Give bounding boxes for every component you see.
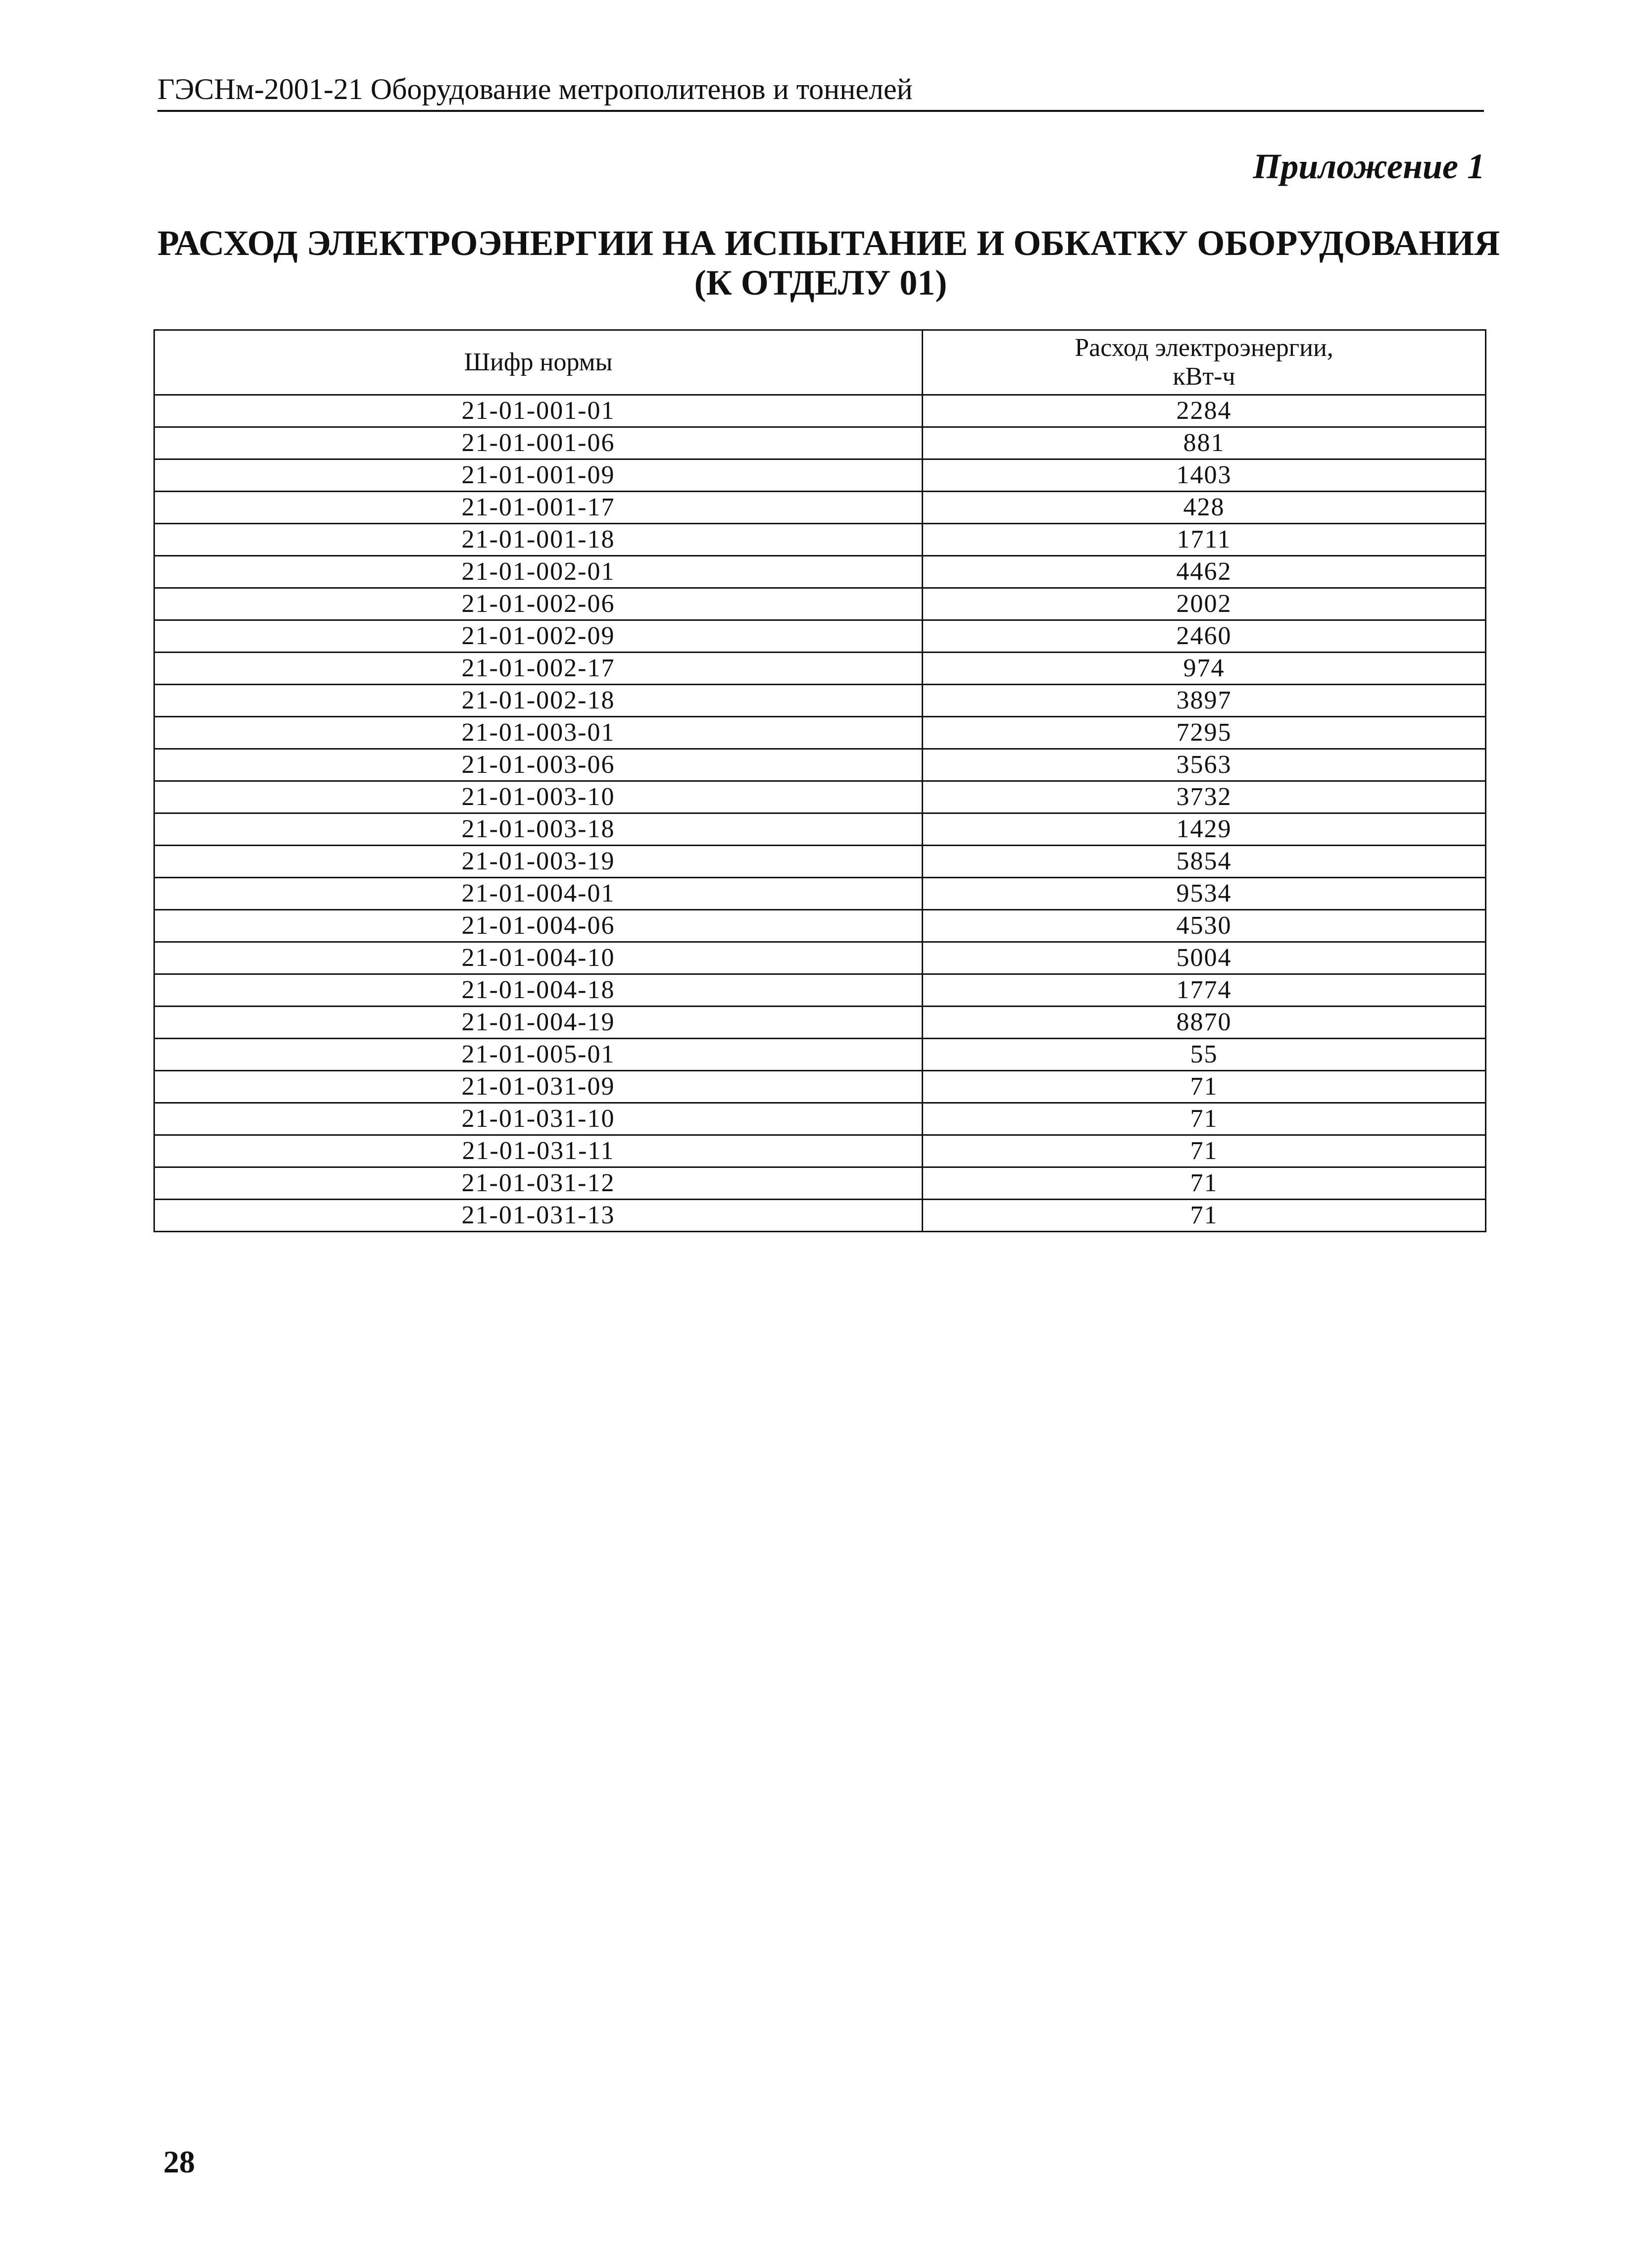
norm-code-cell: 21-01-001-17 — [154, 492, 923, 524]
page-title-line1: РАСХОД ЭЛЕКТРОЭНЕРГИИ НА ИСПЫТАНИЕ И ОБКАТКУ ОБОРУДОВАНИЯ — [157, 223, 1500, 263]
consumption-value-cell: 1774 — [923, 974, 1486, 1007]
norm-code-cell: 21-01-004-01 — [154, 878, 923, 910]
table-row — [154, 878, 1486, 910]
norm-code-cell: 21-01-002-09 — [154, 620, 923, 653]
consumption-value-cell: 3563 — [923, 749, 1486, 781]
consumption-value-cell: 4530 — [923, 910, 1486, 942]
norm-code-cell: 21-01-005-01 — [154, 1039, 923, 1071]
consumption-value-cell: 55 — [923, 1039, 1486, 1071]
table-row — [154, 1071, 1486, 1103]
norm-code-cell: 21-01-031-12 — [154, 1167, 923, 1200]
consumption-value-cell: 9534 — [923, 878, 1486, 910]
consumption-value-cell: 428 — [923, 492, 1486, 524]
page-title-line2: (К ОТДЕЛУ 01) — [694, 263, 947, 302]
table-row — [154, 395, 1486, 427]
column-header-consumption-text: Расход электроэнергии, — [1075, 334, 1333, 362]
consumption-value-cell: 71 — [923, 1167, 1486, 1200]
table-row — [154, 910, 1486, 942]
norm-code-cell: 21-01-004-18 — [154, 974, 923, 1007]
consumption-value-cell: 71 — [923, 1135, 1486, 1167]
norm-code-cell: 21-01-031-11 — [154, 1135, 923, 1167]
consumption-value-cell: 3732 — [923, 781, 1486, 813]
table-row — [154, 620, 1486, 653]
table-row — [154, 588, 1486, 620]
column-header-code — [154, 330, 923, 395]
norm-code-cell: 21-01-004-19 — [154, 1007, 923, 1039]
consumption-value-cell: 974 — [923, 653, 1486, 685]
norm-code-cell: 21-01-002-18 — [154, 685, 923, 717]
consumption-value-cell: 881 — [923, 427, 1486, 459]
consumption-value-cell: 8870 — [923, 1007, 1486, 1039]
table-row — [154, 524, 1486, 556]
consumption-value-cell: 2002 — [923, 588, 1486, 620]
table-row — [154, 427, 1486, 459]
consumption-value-cell: 4462 — [923, 556, 1486, 588]
consumption-value-cell: 71 — [923, 1103, 1486, 1135]
norm-code-cell: 21-01-003-18 — [154, 813, 923, 846]
table-row — [154, 1200, 1486, 1232]
table-row — [154, 653, 1486, 685]
consumption-value-cell: 5004 — [923, 942, 1486, 974]
norm-code-cell: 21-01-004-06 — [154, 910, 923, 942]
consumption-value-cell: 2284 — [923, 395, 1486, 427]
consumption-value-cell: 1403 — [923, 459, 1486, 492]
running-header: ГЭСНм-2001-21 Оборудование метрополитенов и тоннелей — [157, 73, 913, 105]
table-row — [154, 974, 1486, 1007]
norm-code-cell: 21-01-004-10 — [154, 942, 923, 974]
table-body — [154, 395, 1486, 1232]
norm-code-cell: 21-01-003-10 — [154, 781, 923, 813]
table-row — [154, 1039, 1486, 1071]
column-header-consumption-unit: кВт-ч — [1173, 362, 1235, 391]
consumption-value-cell: 2460 — [923, 620, 1486, 653]
consumption-value-cell: 1429 — [923, 813, 1486, 846]
table-row — [154, 717, 1486, 749]
column-header-code-text: Шифр нормы — [464, 348, 613, 376]
consumption-value-cell: 71 — [923, 1200, 1486, 1232]
table-row — [154, 1007, 1486, 1039]
table-row — [154, 749, 1486, 781]
table-row — [154, 492, 1486, 524]
table-row — [154, 685, 1486, 717]
table-row — [154, 556, 1486, 588]
consumption-value-cell: 5854 — [923, 846, 1486, 878]
table-row — [154, 846, 1486, 878]
norm-code-cell: 21-01-001-06 — [154, 427, 923, 459]
header-rule — [157, 110, 1484, 112]
norm-code-cell: 21-01-031-09 — [154, 1071, 923, 1103]
norm-code-cell: 21-01-031-10 — [154, 1103, 923, 1135]
norm-code-cell: 21-01-003-06 — [154, 749, 923, 781]
table-row — [154, 813, 1486, 846]
appendix-label: Приложение 1 — [1253, 147, 1485, 186]
table-row — [154, 781, 1486, 813]
norm-code-cell: 21-01-002-06 — [154, 588, 923, 620]
table-row — [154, 459, 1486, 492]
norm-code-cell: 21-01-001-01 — [154, 395, 923, 427]
table-row — [154, 1167, 1486, 1200]
consumption-value-cell: 3897 — [923, 685, 1486, 717]
norm-code-cell: 21-01-002-17 — [154, 653, 923, 685]
norm-code-cell: 21-01-001-09 — [154, 459, 923, 492]
consumption-value-cell: 7295 — [923, 717, 1486, 749]
norms-table — [153, 329, 1486, 1232]
table-header-row — [154, 330, 1486, 395]
norm-code-cell: 21-01-002-01 — [154, 556, 923, 588]
table-row — [154, 1103, 1486, 1135]
page-number: 28 — [163, 2144, 195, 2179]
table-row — [154, 1135, 1486, 1167]
table-row — [154, 942, 1486, 974]
norm-code-cell: 21-01-003-19 — [154, 846, 923, 878]
column-header-consumption — [923, 330, 1486, 395]
norm-code-cell: 21-01-003-01 — [154, 717, 923, 749]
norm-code-cell: 21-01-001-18 — [154, 524, 923, 556]
consumption-value-cell: 1711 — [923, 524, 1486, 556]
norm-code-cell: 21-01-031-13 — [154, 1200, 923, 1232]
consumption-value-cell: 71 — [923, 1071, 1486, 1103]
